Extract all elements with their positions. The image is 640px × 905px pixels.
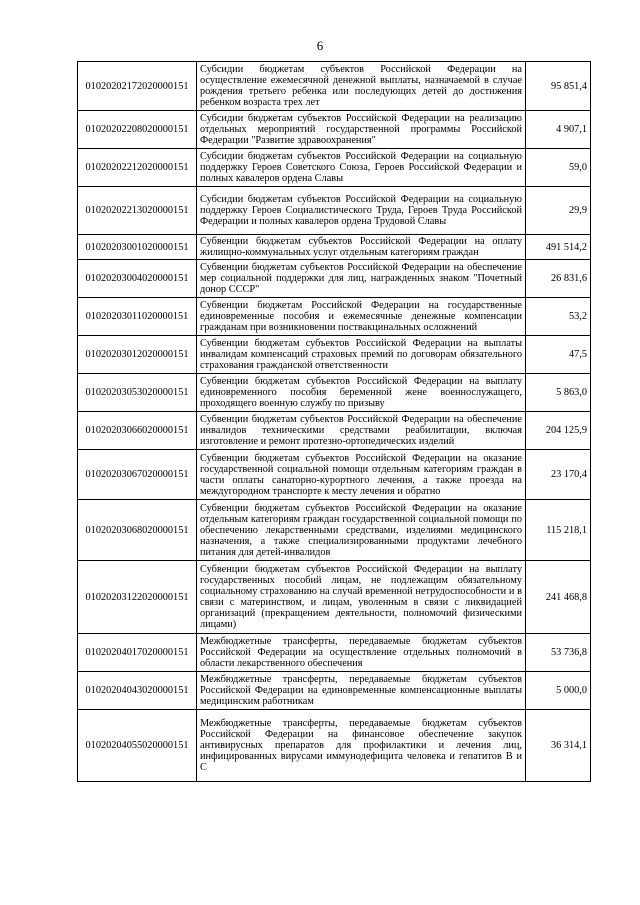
row-amount: 26 831,6 — [526, 260, 591, 298]
row-code: 01020203011020000151 — [78, 298, 197, 336]
row-amount: 115 218,1 — [526, 500, 591, 561]
row-code: 01020202213020000151 — [78, 187, 197, 235]
row-code: 01020203122020000151 — [78, 561, 197, 634]
table-row — [78, 710, 591, 782]
table-row — [78, 672, 591, 710]
row-code: 01020203001020000151 — [78, 235, 197, 260]
row-description: Субсидии бюджетам субъектов Российской Федерации на реализацию отдельных мероприятий государственной программы Российской Федерации "Развитие здравоохранения" — [197, 111, 526, 149]
table-row — [78, 336, 591, 374]
row-amount: 47,5 — [526, 336, 591, 374]
row-code: 01020203068020000151 — [78, 500, 197, 561]
row-description: Субвенции бюджетам субъектов Российской Федерации на выплату единовременного пособия беременной жене военнослужащего, проходящего военную службу по призыву — [197, 374, 526, 412]
row-amount: 23 170,4 — [526, 450, 591, 500]
row-amount: 29,9 — [526, 187, 591, 235]
row-description: Межбюджетные трансферты, передаваемые бюджетам субъектов Российской Федерации на осуществление отдельных полномочий в области лекарственного обеспечения — [197, 634, 526, 672]
row-amount: 53,2 — [526, 298, 591, 336]
row-amount: 5 000,0 — [526, 672, 591, 710]
row-code: 01020203067020000151 — [78, 450, 197, 500]
row-description: Субвенции бюджетам субъектов Российской Федерации на обеспечение мер социальной поддержки для лиц, награжденных знаком "Почетный донор СССР" — [197, 260, 526, 298]
row-description: Субсидии бюджетам субъектов Российской Федерации на осуществление ежемесячной денежной выплаты, назначаемой в случае рождения третьего ребенка или последующих детей до достижения ребенком возраста трех лет — [197, 62, 526, 111]
row-code: 01020202212020000151 — [78, 149, 197, 187]
row-description: Субсидии бюджетам субъектов Российской Федерации на социальную поддержку Героев Советского Союза, Героев Российской Федерации и полных кавалеров ордена Славы — [197, 149, 526, 187]
row-description: Межбюджетные трансферты, передаваемые бюджетам субъектов Российской Федерации на единовременные компенсационные выплаты медицинским работникам — [197, 672, 526, 710]
table-row — [78, 561, 591, 634]
row-code: 01020204055020000151 — [78, 710, 197, 782]
table-row — [78, 500, 591, 561]
row-code: 01020203004020000151 — [78, 260, 197, 298]
table-row — [78, 374, 591, 412]
row-code: 01020202172020000151 — [78, 62, 197, 111]
row-description: Субвенции бюджетам субъектов Российской Федерации на обеспечение инвалидов техническими средствами реабилитации, включая изготовление и ремонт протезно-ортопедических изделий — [197, 412, 526, 450]
row-code: 01020203053020000151 — [78, 374, 197, 412]
row-description: Межбюджетные трансферты, передаваемые бюджетам субъектов Российской Федерации на финансовое обеспечение закупок антивирусных препаратов для профилактики и лечения лиц, инфицированных вирусами иммунодефицита человека и гепатитов B и C — [197, 710, 526, 782]
table-row — [78, 111, 591, 149]
row-code: 01020203066020000151 — [78, 412, 197, 450]
row-amount: 59,0 — [526, 149, 591, 187]
budget-table-body — [78, 62, 591, 782]
row-description: Субвенции бюджетам субъектов Российской Федерации на оказание отдельным категориям граждан государственной социальной помощи по обеспечению лекарственными средствами, изделиями медицинского назначения, а также специализированными продуктами лечебного питания для детей-инвалидов — [197, 500, 526, 561]
row-amount: 36 314,1 — [526, 710, 591, 782]
table-row — [78, 412, 591, 450]
row-amount: 204 125,9 — [526, 412, 591, 450]
table-row — [78, 187, 591, 235]
row-code: 01020202208020000151 — [78, 111, 197, 149]
row-code: 01020204017020000151 — [78, 634, 197, 672]
row-description: Субвенции бюджетам субъектов Российской Федерации на оплату жилищно-коммунальных услуг отдельным категориям граждан — [197, 235, 526, 260]
row-amount: 5 863,0 — [526, 374, 591, 412]
row-description: Субвенции бюджетам субъектов Российской Федерации на выплаты инвалидам компенсаций страховых премий по договорам обязательного страхования гражданской ответственности — [197, 336, 526, 374]
row-code: 01020204043020000151 — [78, 672, 197, 710]
row-description: Субвенции бюджетам Российской Федерации на государственные единовременные пособия и ежемесячные денежные компенсации гражданам при возникновении поствакцинальных осложнений — [197, 298, 526, 336]
row-description: Субсидии бюджетам субъектов Российской Федерации на социальную поддержку Героев Социалистического Труда, Героев Труда Российской Федерации и полных кавалеров ордена Трудовой Славы — [197, 187, 526, 235]
row-description: Субвенции бюджетам субъектов Российской Федерации на выплату государственных пособий лицам, не подлежащим обязательному социальному страхованию на случай временной нетрудоспособности и в связи с материнством, и лицам, уволенным в связи с ликвидацией организаций (прекращением деятельности, полномочий физическими лицами) — [197, 561, 526, 634]
table-row — [78, 62, 591, 111]
row-description: Субвенции бюджетам субъектов Российской Федерации на оказание государственной социальной помощи отдельным категориям граждан в части оплаты санаторно-курортного лечения, а также проезда на междугородном транспорте к месту лечения и обратно — [197, 450, 526, 500]
table-row — [78, 450, 591, 500]
row-amount: 241 468,8 — [526, 561, 591, 634]
table-row — [78, 634, 591, 672]
row-amount: 491 514,2 — [526, 235, 591, 260]
row-amount: 53 736,8 — [526, 634, 591, 672]
row-amount: 95 851,4 — [526, 62, 591, 111]
budget-table — [77, 61, 591, 782]
table-row — [78, 298, 591, 336]
table-row — [78, 235, 591, 260]
row-code: 01020203012020000151 — [78, 336, 197, 374]
row-amount: 4 907,1 — [526, 111, 591, 149]
page-number: 6 — [316, 38, 324, 53]
table-row — [78, 149, 591, 187]
table-row — [78, 260, 591, 298]
